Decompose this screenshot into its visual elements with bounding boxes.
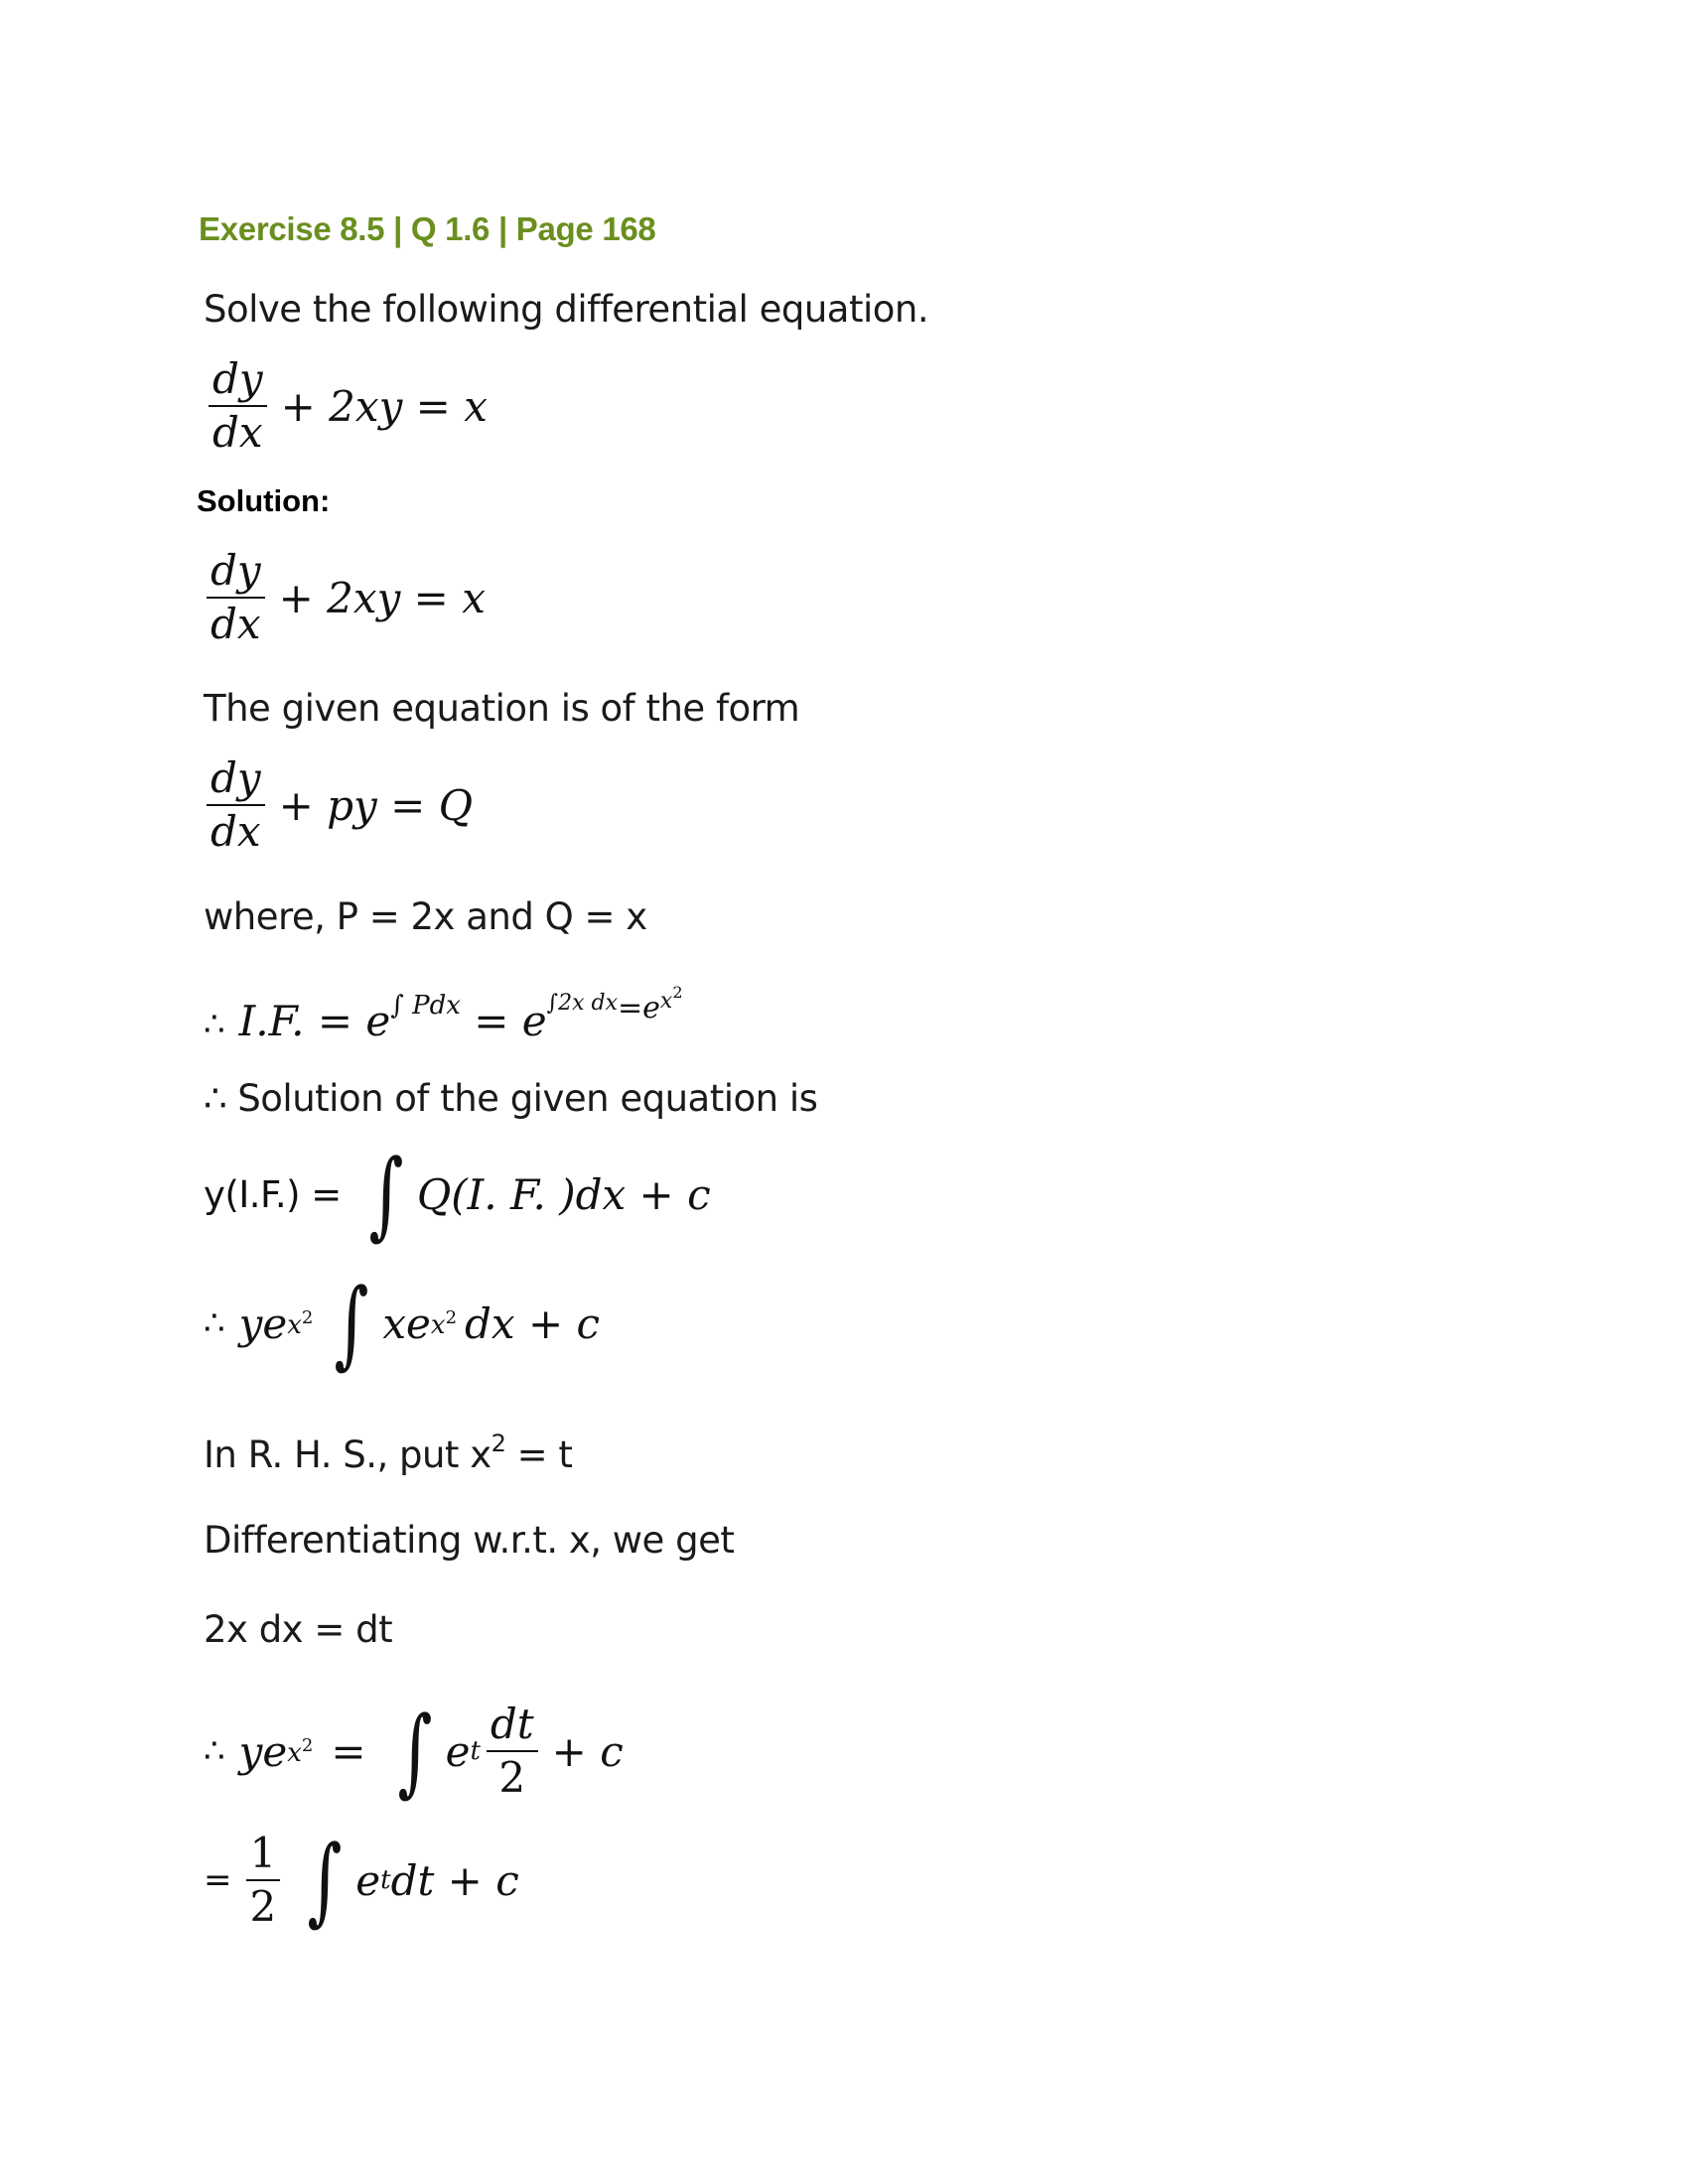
integral-sign-icon: ∫ [334,1268,369,1379]
text-differentiating: Differentiating w.r.t. x, we get [204,1519,735,1562]
question-prompt: Solve the following differential equation. [204,288,929,331]
denominator: dx [211,600,261,649]
standard-form-equation [207,753,474,857]
denominator: 2 [498,1753,526,1803]
equals: = [204,1860,232,1901]
text-put-main: In R. H. S., put x [204,1433,492,1476]
substituted-line [204,1268,601,1379]
step3-line [204,1696,624,1808]
text-put [204,1430,572,1476]
therefore-symbol: ∴ [204,1303,225,1343]
denominator: dx [211,807,261,857]
text-given-form: The given equation is of the form [204,687,800,730]
denominator: dx [212,408,263,458]
therefore-symbol: ∴ [204,1731,225,1772]
exponent: x [430,1309,446,1340]
fraction-dy-dx [207,546,265,649]
exponent-power: 2 [301,1734,314,1756]
if-mid: = e [474,997,547,1045]
exercise-header: Exercise 8.5 | Q 1.6 | Page 168 [199,210,656,247]
lhs: ye [238,1726,288,1776]
equation-rhs: + py = Q [278,780,474,830]
therefore-symbol: ∴ [204,1005,225,1044]
numerator: dt [487,1703,538,1752]
numerator: 1 [246,1832,281,1881]
lhs: ye [238,1298,288,1348]
exponent-power: 2 [301,1306,314,1328]
exponent-power: 2 [672,983,683,1002]
text-solution-is: ∴ Solution of the given equation is [204,1077,818,1120]
tail: dx + c [465,1298,601,1348]
solution-equation-1 [207,546,486,649]
if-tail: =e [618,991,660,1025]
exponent: 2 [491,1430,506,1457]
integrating-factor-line [204,983,683,1045]
fraction-dt-2 [487,1700,538,1803]
exponent: x [287,1309,302,1340]
equation-rhs: + 2xy = x [278,573,486,622]
fraction-dy-dx [207,753,265,857]
general-lhs: y(I.F.) = [204,1172,342,1216]
numerator: dy [207,549,265,599]
exponent: x [659,989,673,1014]
solution-label: Solution: [197,483,331,518]
exponent: x [287,1737,302,1768]
fraction-one-half [246,1829,281,1932]
base: e [355,1855,381,1905]
numerator: dy [209,357,267,407]
general-rhs: Q(I. F. )dx + c [416,1169,711,1219]
integral-sign-icon: ∫ [397,1696,433,1808]
general-solution-line [204,1139,711,1250]
equation-rhs: + 2xy = x [280,381,488,431]
text-where: where, P = 2x and Q = x [204,895,647,938]
tail: dt + c [390,1855,519,1905]
text-put-tail: = t [505,1433,573,1476]
integrand: xe [382,1298,431,1348]
question-equation [209,354,488,458]
fraction-dy-dx [209,354,267,458]
equals: = [331,1726,366,1776]
base: e [445,1726,471,1776]
denominator: 2 [249,1882,277,1932]
exponent-power: 2 [445,1306,458,1328]
step4-line [204,1825,519,1937]
exponent: t [380,1865,391,1896]
if-lhs: I.F. = e [238,997,391,1045]
tail: + c [551,1726,624,1776]
integral-sign-icon: ∫ [368,1139,404,1250]
exponent: ∫ Pdx [390,991,461,1021]
numerator: dy [207,756,265,806]
exponent: t [470,1736,481,1767]
integral-sign-icon: ∫ [307,1825,343,1937]
exponent: ∫2x dx [546,991,619,1016]
text-dx-dt: 2x dx = dt [204,1608,393,1651]
